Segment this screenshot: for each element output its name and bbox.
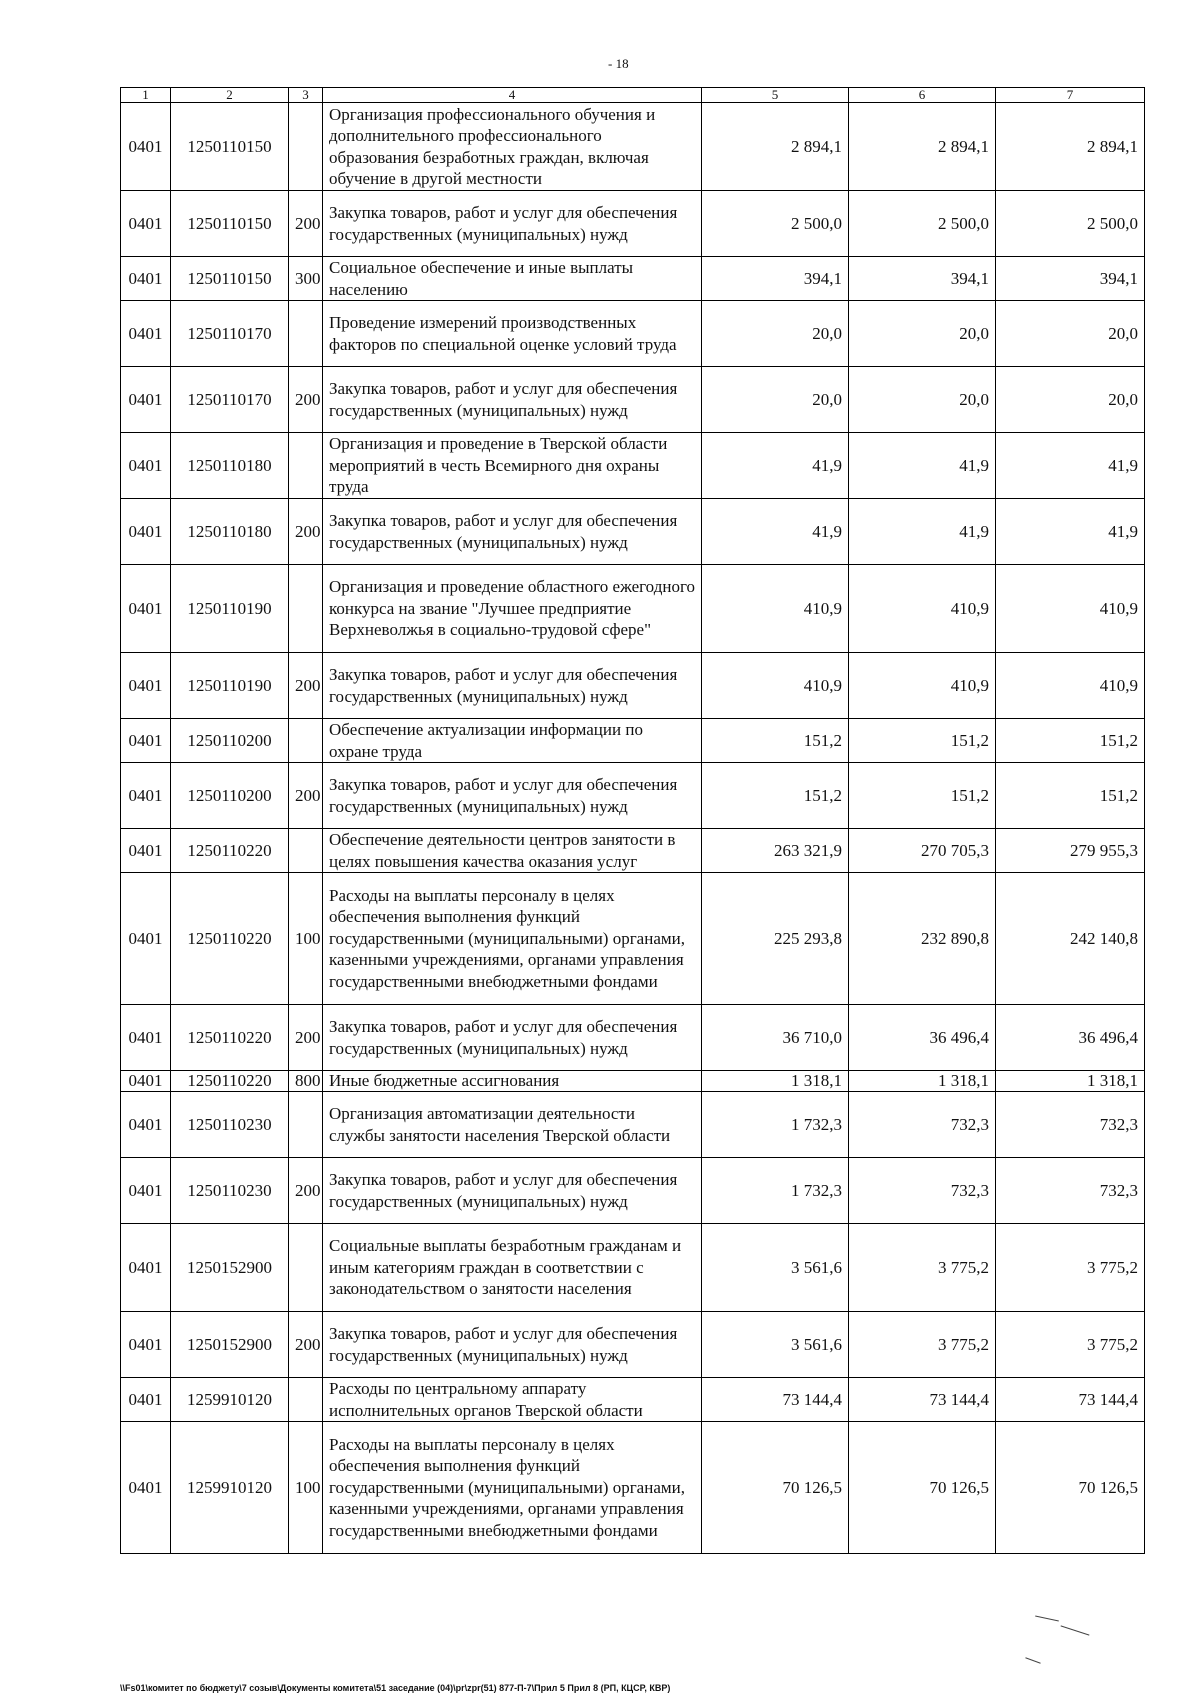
- table-row: [121, 1422, 1145, 1554]
- table-row: [121, 301, 1145, 367]
- amount-year3-cell: 70 126,5: [996, 1422, 1145, 1554]
- expense-type-code-cell: 200: [289, 1005, 323, 1071]
- amount-year3-cell: 36 496,4: [996, 1005, 1145, 1071]
- section-code-cell: 0401: [121, 763, 171, 829]
- amount-year1-cell: 36 710,0: [702, 1005, 849, 1071]
- table-row: [121, 1378, 1145, 1422]
- table-row: [121, 1224, 1145, 1312]
- amount-year3-cell: 394,1: [996, 257, 1145, 301]
- section-code-cell: 0401: [121, 565, 171, 653]
- column-header-7: 7: [996, 88, 1145, 103]
- table-row: [121, 829, 1145, 873]
- item-name-cell: Социальные выплаты безработным гражданам и иным категориям граждан в соответствии с законодательством о занятости населения: [323, 1224, 702, 1312]
- amount-year2-cell: 20,0: [849, 301, 996, 367]
- table-row: [121, 433, 1145, 499]
- target-article-code-cell: 1250110150: [171, 257, 289, 301]
- amount-year3-cell: 1 318,1: [996, 1071, 1145, 1092]
- target-article-code-cell: 1250110200: [171, 719, 289, 763]
- amount-year3-cell: 3 775,2: [996, 1312, 1145, 1378]
- amount-year3-cell: 151,2: [996, 719, 1145, 763]
- amount-year2-cell: 270 705,3: [849, 829, 996, 873]
- target-article-code-cell: 1250110180: [171, 433, 289, 499]
- section-code-cell: 0401: [121, 257, 171, 301]
- target-article-code-cell: 1250110190: [171, 653, 289, 719]
- target-article-code-cell: 1250110220: [171, 873, 289, 1005]
- amount-year3-cell: 732,3: [996, 1158, 1145, 1224]
- item-name-cell: Расходы на выплаты персоналу в целях обеспечения выполнения функций государственными (муниципальными) органами, казенными учреждениями, органами управления государственными внебюджетными фондами: [323, 873, 702, 1005]
- amount-year1-cell: 394,1: [702, 257, 849, 301]
- amount-year1-cell: 73 144,4: [702, 1378, 849, 1422]
- amount-year2-cell: 732,3: [849, 1092, 996, 1158]
- column-header-1: 1: [121, 88, 171, 103]
- target-article-code-cell: 1250110150: [171, 191, 289, 257]
- amount-year1-cell: 2 500,0: [702, 191, 849, 257]
- item-name-cell: Закупка товаров, работ и услуг для обеспечения государственных (муниципальных) нужд: [323, 367, 702, 433]
- table-row: [121, 499, 1145, 565]
- section-code-cell: 0401: [121, 433, 171, 499]
- section-code-cell: 0401: [121, 873, 171, 1005]
- scan-mark: [1025, 1657, 1040, 1663]
- item-name-cell: Расходы на выплаты персоналу в целях обеспечения выполнения функций государственными (муниципальными) органами, казенными учреждениями, органами управления государственными внебюджетными фондами: [323, 1422, 702, 1554]
- amount-year2-cell: 732,3: [849, 1158, 996, 1224]
- target-article-code-cell: 1250110170: [171, 367, 289, 433]
- amount-year2-cell: 2 500,0: [849, 191, 996, 257]
- table-row: [121, 873, 1145, 1005]
- amount-year1-cell: 1 732,3: [702, 1092, 849, 1158]
- section-code-cell: 0401: [121, 653, 171, 719]
- budget-table: [120, 87, 1145, 1554]
- file-path-footer: \\Fs01\комитет по бюджету\7 созыв\Документы комитета\51 заседание (04)\pr\zpr(51) 877-П-7\Прил 5 Прил 8 (РП, КЦСР, КВР): [120, 1683, 671, 1693]
- amount-year2-cell: 1 318,1: [849, 1071, 996, 1092]
- expense-type-code-cell: 100: [289, 873, 323, 1005]
- target-article-code-cell: 1250110200: [171, 763, 289, 829]
- item-name-cell: Проведение измерений производственных факторов по специальной оценке условий труда: [323, 301, 702, 367]
- column-header-4: 4: [323, 88, 702, 103]
- amount-year1-cell: 20,0: [702, 301, 849, 367]
- expense-type-code-cell: [289, 433, 323, 499]
- table-row: [121, 653, 1145, 719]
- amount-year2-cell: 151,2: [849, 719, 996, 763]
- target-article-code-cell: 1250110230: [171, 1092, 289, 1158]
- target-article-code-cell: 1250110150: [171, 103, 289, 191]
- table-row: [121, 1005, 1145, 1071]
- table-row: [121, 565, 1145, 653]
- amount-year2-cell: 410,9: [849, 653, 996, 719]
- column-header-6: 6: [849, 88, 996, 103]
- section-code-cell: 0401: [121, 719, 171, 763]
- section-code-cell: 0401: [121, 1158, 171, 1224]
- item-name-cell: Закупка товаров, работ и услуг для обеспечения государственных (муниципальных) нужд: [323, 763, 702, 829]
- amount-year1-cell: 2 894,1: [702, 103, 849, 191]
- target-article-code-cell: 1250110230: [171, 1158, 289, 1224]
- table-row: [121, 367, 1145, 433]
- amount-year3-cell: 3 775,2: [996, 1224, 1145, 1312]
- section-code-cell: 0401: [121, 367, 171, 433]
- amount-year1-cell: 1 732,3: [702, 1158, 849, 1224]
- expense-type-code-cell: [289, 1092, 323, 1158]
- column-header-2: 2: [171, 88, 289, 103]
- amount-year1-cell: 70 126,5: [702, 1422, 849, 1554]
- target-article-code-cell: 1250152900: [171, 1312, 289, 1378]
- item-name-cell: Обеспечение деятельности центров занятости в целях повышения качества оказания услуг: [323, 829, 702, 873]
- amount-year1-cell: 3 561,6: [702, 1312, 849, 1378]
- amount-year2-cell: 151,2: [849, 763, 996, 829]
- expense-type-code-cell: 200: [289, 1158, 323, 1224]
- item-name-cell: Закупка товаров, работ и услуг для обеспечения государственных (муниципальных) нужд: [323, 653, 702, 719]
- item-name-cell: Закупка товаров, работ и услуг для обеспечения государственных (муниципальных) нужд: [323, 191, 702, 257]
- amount-year3-cell: 242 140,8: [996, 873, 1145, 1005]
- column-header-3: 3: [289, 88, 323, 103]
- amount-year2-cell: 36 496,4: [849, 1005, 996, 1071]
- item-name-cell: Обеспечение актуализации информации по охране труда: [323, 719, 702, 763]
- expense-type-code-cell: [289, 719, 323, 763]
- amount-year3-cell: 73 144,4: [996, 1378, 1145, 1422]
- amount-year1-cell: 41,9: [702, 433, 849, 499]
- expense-type-code-cell: 200: [289, 191, 323, 257]
- expense-type-code-cell: [289, 301, 323, 367]
- amount-year1-cell: 41,9: [702, 499, 849, 565]
- amount-year2-cell: 73 144,4: [849, 1378, 996, 1422]
- section-code-cell: 0401: [121, 1422, 171, 1554]
- amount-year2-cell: 2 894,1: [849, 103, 996, 191]
- scan-mark: [1035, 1616, 1059, 1622]
- expense-type-code-cell: [289, 103, 323, 191]
- table-row: [121, 763, 1145, 829]
- amount-year1-cell: 1 318,1: [702, 1071, 849, 1092]
- section-code-cell: 0401: [121, 103, 171, 191]
- table-row: [121, 103, 1145, 191]
- amount-year3-cell: 410,9: [996, 653, 1145, 719]
- target-article-code-cell: 1250110180: [171, 499, 289, 565]
- amount-year3-cell: 41,9: [996, 499, 1145, 565]
- table-row: [121, 719, 1145, 763]
- amount-year1-cell: 151,2: [702, 719, 849, 763]
- section-code-cell: 0401: [121, 1312, 171, 1378]
- target-article-code-cell: 1250110220: [171, 1005, 289, 1071]
- amount-year3-cell: 410,9: [996, 565, 1145, 653]
- amount-year3-cell: 151,2: [996, 763, 1145, 829]
- expense-type-code-cell: 100: [289, 1422, 323, 1554]
- item-name-cell: Закупка товаров, работ и услуг для обеспечения государственных (муниципальных) нужд: [323, 1005, 702, 1071]
- section-code-cell: 0401: [121, 1092, 171, 1158]
- section-code-cell: 0401: [121, 301, 171, 367]
- amount-year1-cell: 151,2: [702, 763, 849, 829]
- item-name-cell: Закупка товаров, работ и услуг для обеспечения государственных (муниципальных) нужд: [323, 1312, 702, 1378]
- amount-year3-cell: 279 955,3: [996, 829, 1145, 873]
- expense-type-code-cell: 200: [289, 367, 323, 433]
- expense-type-code-cell: 200: [289, 1312, 323, 1378]
- expense-type-code-cell: 200: [289, 653, 323, 719]
- target-article-code-cell: 1250110190: [171, 565, 289, 653]
- amount-year2-cell: 410,9: [849, 565, 996, 653]
- target-article-code-cell: 1259910120: [171, 1422, 289, 1554]
- amount-year1-cell: 225 293,8: [702, 873, 849, 1005]
- amount-year3-cell: 41,9: [996, 433, 1145, 499]
- amount-year2-cell: 20,0: [849, 367, 996, 433]
- table-row: [121, 1071, 1145, 1092]
- amount-year1-cell: 410,9: [702, 565, 849, 653]
- expense-type-code-cell: [289, 565, 323, 653]
- expense-type-code-cell: [289, 1378, 323, 1422]
- table-row: [121, 1158, 1145, 1224]
- target-article-code-cell: 1250110220: [171, 829, 289, 873]
- expense-type-code-cell: [289, 829, 323, 873]
- target-article-code-cell: 1259910120: [171, 1378, 289, 1422]
- column-header-5: 5: [702, 88, 849, 103]
- amount-year1-cell: 410,9: [702, 653, 849, 719]
- section-code-cell: 0401: [121, 499, 171, 565]
- amount-year2-cell: 70 126,5: [849, 1422, 996, 1554]
- section-code-cell: 0401: [121, 1224, 171, 1312]
- expense-type-code-cell: 200: [289, 763, 323, 829]
- target-article-code-cell: 1250152900: [171, 1224, 289, 1312]
- expense-type-code-cell: 300: [289, 257, 323, 301]
- table-row: [121, 1312, 1145, 1378]
- item-name-cell: Организация профессионального обучения и дополнительного профессионального образования безработных граждан, включая обучение в другой местности: [323, 103, 702, 191]
- scan-mark: [1061, 1625, 1090, 1635]
- amount-year1-cell: 3 561,6: [702, 1224, 849, 1312]
- amount-year2-cell: 232 890,8: [849, 873, 996, 1005]
- amount-year2-cell: 394,1: [849, 257, 996, 301]
- section-code-cell: 0401: [121, 829, 171, 873]
- item-name-cell: Закупка товаров, работ и услуг для обеспечения государственных (муниципальных) нужд: [323, 1158, 702, 1224]
- item-name-cell: Организация и проведение в Тверской области мероприятий в честь Всемирного дня охраны труда: [323, 433, 702, 499]
- expense-type-code-cell: 800: [289, 1071, 323, 1092]
- expense-type-code-cell: 200: [289, 499, 323, 565]
- amount-year3-cell: 2 500,0: [996, 191, 1145, 257]
- amount-year2-cell: 41,9: [849, 499, 996, 565]
- section-code-cell: 0401: [121, 191, 171, 257]
- target-article-code-cell: 1250110170: [171, 301, 289, 367]
- item-name-cell: Иные бюджетные ассигнования: [323, 1071, 702, 1092]
- page-number: - 18: [608, 56, 629, 71]
- expense-type-code-cell: [289, 1224, 323, 1312]
- amount-year2-cell: 41,9: [849, 433, 996, 499]
- table-row: [121, 191, 1145, 257]
- target-article-code-cell: 1250110220: [171, 1071, 289, 1092]
- amount-year3-cell: 732,3: [996, 1092, 1145, 1158]
- table-row: [121, 1092, 1145, 1158]
- amount-year3-cell: 20,0: [996, 301, 1145, 367]
- item-name-cell: Организация автоматизации деятельности службы занятости населения Тверской области: [323, 1092, 702, 1158]
- amount-year1-cell: 20,0: [702, 367, 849, 433]
- amount-year1-cell: 263 321,9: [702, 829, 849, 873]
- column-number-row: [121, 88, 1145, 103]
- amount-year3-cell: 2 894,1: [996, 103, 1145, 191]
- item-name-cell: Социальное обеспечение и иные выплаты населению: [323, 257, 702, 301]
- item-name-cell: Организация и проведение областного ежегодного конкурса на звание "Лучшее предприятие Верхневолжья в социально-трудовой сфере": [323, 565, 702, 653]
- amount-year2-cell: 3 775,2: [849, 1224, 996, 1312]
- section-code-cell: 0401: [121, 1378, 171, 1422]
- item-name-cell: Закупка товаров, работ и услуг для обеспечения государственных (муниципальных) нужд: [323, 499, 702, 565]
- item-name-cell: Расходы по центральному аппарату исполнительных органов Тверской области: [323, 1378, 702, 1422]
- section-code-cell: 0401: [121, 1005, 171, 1071]
- amount-year3-cell: 20,0: [996, 367, 1145, 433]
- section-code-cell: 0401: [121, 1071, 171, 1092]
- amount-year2-cell: 3 775,2: [849, 1312, 996, 1378]
- table-row: [121, 257, 1145, 301]
